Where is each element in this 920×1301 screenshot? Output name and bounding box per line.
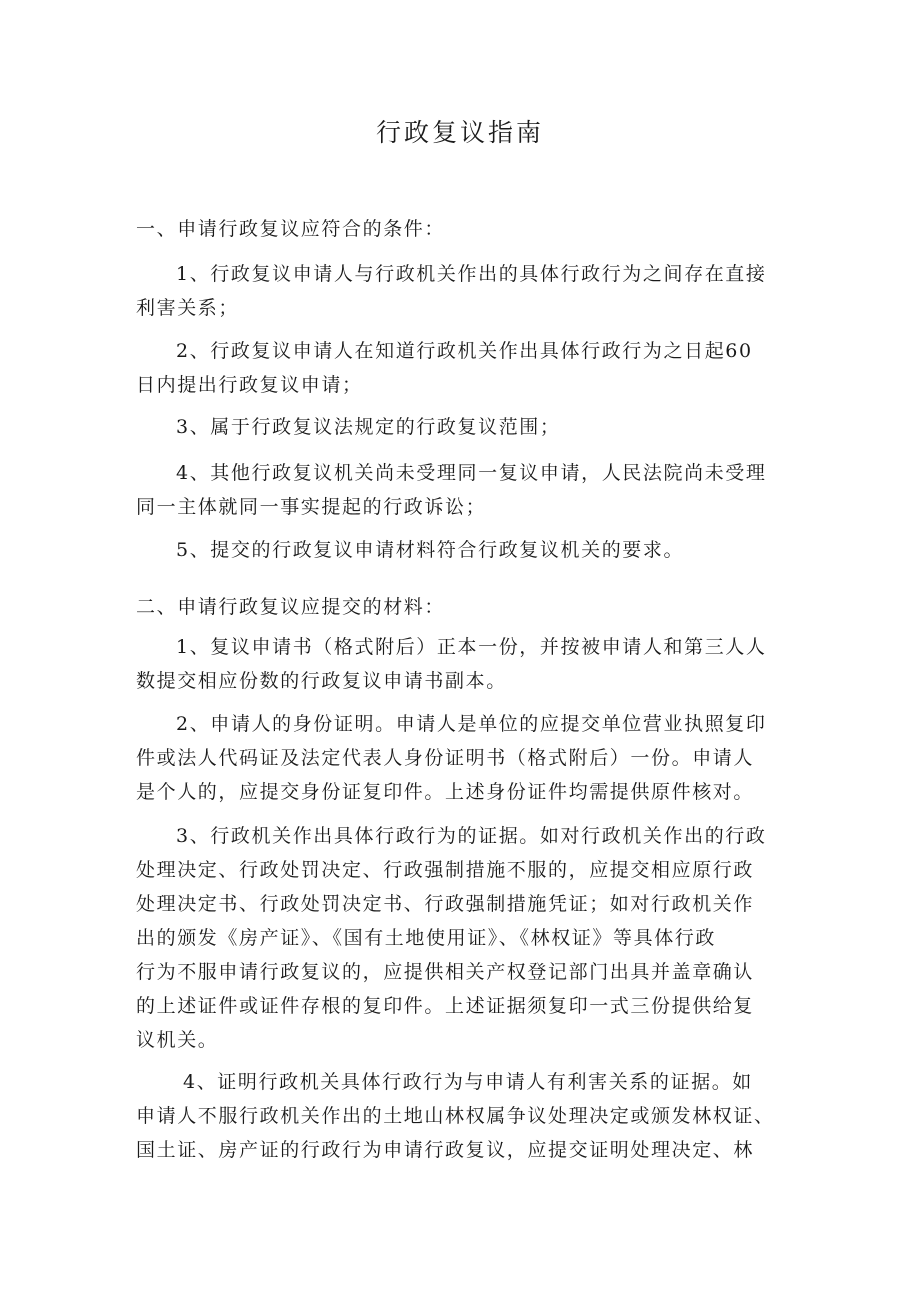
section-2-item-3-line-6: 的上述证件或证件存根的复印件。上述证据须复印一式三份提供给复: [136, 995, 755, 1017]
section-2-item-2-line-3: 是个人的，应提交身份证复印件。上述身份证件均需提供原件核对。: [136, 781, 755, 803]
section-2-item-3-line-1: 3、行政机关作出具体行政行为的证据。如对行政机关作出的行政: [176, 825, 767, 847]
section-2-item-3-line-3: 处理决定书、行政处罚决定书、行政强制措施凭证；如对行政机关作: [136, 893, 755, 915]
section-1-item-1-line-2: 利害关系；: [136, 297, 240, 319]
section-1-heading: 一、申请行政复议应符合的条件：: [136, 218, 446, 240]
section-2-item-4-line-1: 4、证明行政机关具体行政行为与申请人有利害关系的证据。如: [183, 1071, 753, 1093]
section-2-item-3-line-4: 出的颁发《房产证》、《国有土地使用证》、《林权证》等具体行政: [136, 927, 717, 949]
section-1-item-4-line-1: 4、其他行政复议机关尚未受理同一复议申请，人民法院尚未受理: [176, 462, 767, 484]
section-1-item-1-line-1: 1、行政复议申请人与行政机关作出的具体行政行为之间存在直接: [176, 263, 767, 285]
section-1-item-2-line-1: 2、行政复议申请人在知道行政机关作出具体行政行为之日起60: [176, 340, 753, 362]
document-title: 行政复议指南: [375, 118, 544, 147]
section-2-heading: 二、申请行政复议应提交的材料：: [136, 596, 446, 618]
section-2-item-2-line-2: 件或法人代码证及法定代表人身份证明书（格式附后）一份。申请人: [136, 747, 755, 769]
section-2-item-3-line-7: 议机关。: [136, 1029, 219, 1051]
section-2-item-4-line-2: 申请人不服行政机关作出的土地山林权属争议处理决定或颁发林权证、: [136, 1105, 775, 1127]
section-1-item-5-line-1: 5、提交的行政复议申请材料符合行政复议机关的要求。: [176, 539, 685, 561]
section-1-item-3-line-1: 3、属于行政复议法规定的行政复议范围；: [176, 416, 561, 438]
section-2-item-3-line-5: 行为不服申请行政复议的，应提供相关产权登记部门出具并盖章确认: [136, 961, 755, 983]
section-2-item-2-line-1: 2、申请人的身份证明。申请人是单位的应提交单位营业执照复印: [176, 713, 767, 735]
section-1-item-4-line-2: 同一主体就同一事实提起的行政诉讼；: [136, 496, 487, 518]
section-2-item-3-line-2: 处理决定、行政处罚决定、行政强制措施不服的，应提交相应原行政: [136, 859, 755, 881]
section-2-item-4-line-3: 国土证、房产证的行政行为申请行政复议，应提交证明处理决定、林: [136, 1139, 755, 1161]
section-2-item-1-line-2: 数提交相应份数的行政复议申请书副本。: [136, 670, 507, 692]
section-1-item-2-line-2: 日内提出行政复议申请；: [136, 374, 363, 396]
section-2-item-1-line-1: 1、复议申请书（格式附后）正本一份，并按被申请人和第三人人: [176, 636, 767, 658]
